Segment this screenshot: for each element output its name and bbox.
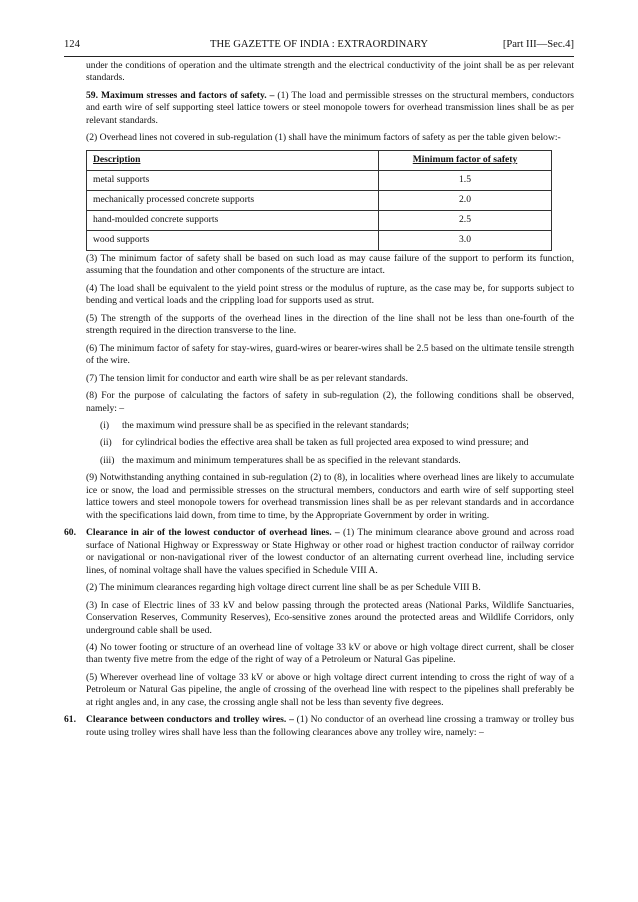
table-cell-factor: 2.0 xyxy=(379,190,552,210)
section-59-paragraph-7: (7) The tension limit for conductor and earth wire shall be as per relevant standards. xyxy=(86,372,408,384)
table-row xyxy=(87,210,552,230)
continuation-paragraph: under the conditions of operation and the ultimate strength and the electrical conductivity of the joint shall be as per relevant standards. xyxy=(86,60,574,84)
section-59-paragraph-2: (2) Overhead lines not covered in sub-regulation (1) shall have the minimum factors of safety as per the table given below:- xyxy=(86,132,561,144)
page-number: 124 xyxy=(64,39,80,50)
table-row xyxy=(87,230,552,250)
list-item-text: the maximum and minimum temperatures shall be as specified in the relevant standards. xyxy=(122,454,461,466)
section-59-paragraph-1 xyxy=(64,90,574,127)
table-cell-description: hand-moulded concrete supports xyxy=(87,210,379,230)
part-section: [Part III—Sec.4] xyxy=(502,39,574,50)
section-61 xyxy=(64,714,574,739)
section-60-paragraph-3: (3) In case of Electric lines of 33 kV and below passing through the protected areas (National Parks, Wildlife Sanctuaries, Conservation Reserves, Community Reserves), Eco-sensitive zones around the protected areas and Wildlife Corridors, only underground cable shall be used. xyxy=(86,599,574,636)
section-60 xyxy=(64,527,574,577)
section-59-paragraph-8: (8) For the purpose of calculating the factors of safety in sub-regulation (2), the following conditions shall be observed, namely: – xyxy=(86,390,574,414)
table-cell-description: wood supports xyxy=(87,230,379,250)
table-cell-factor: 3.0 xyxy=(379,230,552,250)
section-60-paragraph-5: (5) Wherever overhead line of voltage 33 kV or above or high voltage direct current intending to cross the right of way of a Petroleum or Natural Gas pipeline, the angle of crossing of the overhead line with respect to the pipelines shall preferably be at right angles and, in any case, the crossing angle shall not be less than seventy five degrees. xyxy=(86,671,574,708)
page-header xyxy=(64,38,574,52)
header-rule xyxy=(64,56,574,57)
section-61-heading: Clearance between conductors and trolley wires. – xyxy=(86,714,294,726)
list-item-text: for cylindrical bodies the effective area shall be taken as full projected area exposed to wind pressure; and xyxy=(122,437,529,449)
list-item-text: the maximum wind pressure shall be as specified in the relevant standards; xyxy=(122,419,409,431)
table-row xyxy=(87,190,552,210)
section-59-paragraph-5: (5) The strength of the supports of the overhead lines in the direction of the line shall not be less than one-fourth of the strength required in the direction transverse to the line. xyxy=(86,312,574,337)
list-item-number: (ii) xyxy=(100,437,112,449)
document-body xyxy=(64,60,574,890)
column-header-description: Description xyxy=(87,150,379,170)
safety-factor-table xyxy=(86,150,552,251)
table-cell-factor: 2.5 xyxy=(379,210,552,230)
list-item xyxy=(64,420,574,432)
gazette-title: THE GAZETTE OF INDIA : EXTRAORDINARY xyxy=(209,39,429,50)
section-59-paragraph-9: (9) Notwithstanding anything contained in sub-regulation (2) to (8), in localities where overhead lines are likely to accumulate ice or snow, the load and permissible stresses on the structural members, conductors and earth wire of self supporting steel lattice towers and steel monopole towers for overhead transmission lines shall be as per relevant standards and in accordance with the specifications laid down, from time to time, by the Appropriate Government by order in writing. xyxy=(86,472,574,521)
section-60-heading: Clearance in air of the lowest conductor of overhead lines. – xyxy=(86,527,340,539)
section-59-p1-text: (1) The load and permissible stresses on the structural members, conductors and earth wire of self supporting steel lattice towers or steel monopole towers for overhead transmission lines shall be as per relevant standards. xyxy=(86,89,574,126)
section-59-paragraph-6: (6) The minimum factor of safety for stay-wires, guard-wires or bearer-wires shall be 2.5 based on the ultimate tensile strength of the wire. xyxy=(86,342,574,367)
section-61-paragraph-1 xyxy=(86,714,574,739)
table-row xyxy=(87,170,552,190)
list-item xyxy=(64,437,574,449)
section-60-paragraph-4: (4) No tower footing or structure of an overhead line of voltage 33 kV or above or high voltage direct current, shall be closer than twenty five metre from the edge of the right of way of a Petroleum or Natural Gas pipeline. xyxy=(86,642,574,666)
section-59-paragraph-3: (3) The minimum factor of safety shall be based on such load as may cause failure of the support to perform its function, assuming that the foundation and other components of the structure are intact. xyxy=(86,252,574,277)
section-60-number: 60. xyxy=(64,527,76,539)
section-59-paragraph-4: (4) The load shall be equivalent to the yield point stress or the modulus of rupture, as the case may be, for supports subject to bending and vertical loads and the crippling load for supports used as strut. xyxy=(86,282,574,307)
list-item-number: (i) xyxy=(100,419,110,431)
section-59-heading: 59. Maximum stresses and factors of safety. – xyxy=(86,89,275,101)
table-cell-factor: 1.5 xyxy=(379,170,552,190)
section-61-p1-text: (1) No conductor of an overhead line crossing a tramway or trolley bus route using trolley wires shall have less than the following clearances above any trolley wire, namely: – xyxy=(86,714,574,738)
column-header-factor: Minimum factor of safety xyxy=(379,150,552,170)
list-item-number: (iii) xyxy=(100,454,115,466)
section-60-p1-text: (1) The minimum clearance above ground and across road surface of National Highway or Expressway or State Highway or other road or highest traction conductor of railway corridor or navigational or non-navigational river of the lowest conductor of an alternating current overhead line, including service lines, of nominal voltage shall have the values specified in Schedule VIII A. xyxy=(86,527,574,576)
table-cell-description: mechanically processed concrete supports xyxy=(87,190,379,210)
table-header-row xyxy=(87,150,552,170)
list-item xyxy=(64,455,574,467)
table-cell-description: metal supports xyxy=(87,170,379,190)
section-61-number: 61. xyxy=(64,714,76,726)
section-60-paragraph-2: (2) The minimum clearances regarding high voltage direct current line shall be as per Schedule VIII B. xyxy=(86,582,481,594)
section-60-paragraph-1 xyxy=(86,527,574,577)
